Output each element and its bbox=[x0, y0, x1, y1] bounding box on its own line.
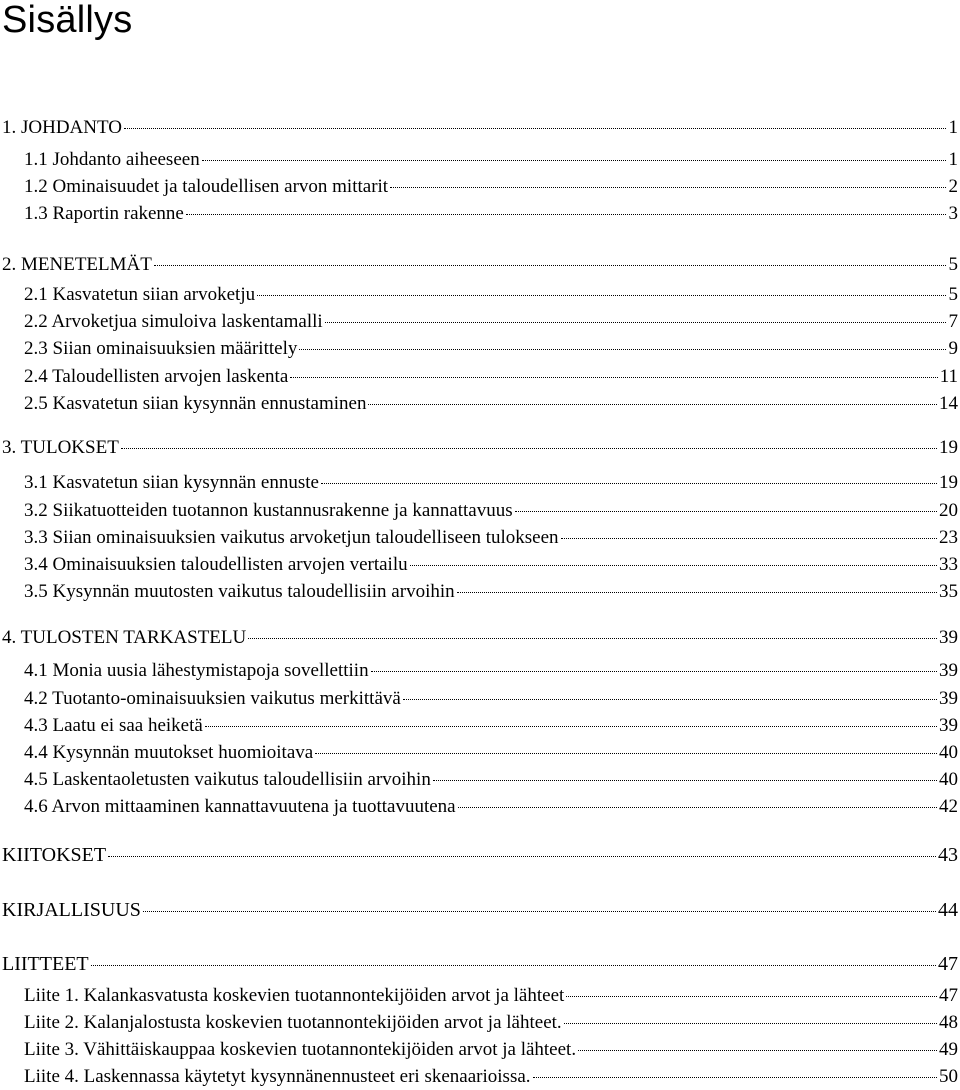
toc-entry-page: 14 bbox=[939, 393, 958, 414]
dot-leader bbox=[248, 637, 937, 639]
toc-entry-page: 49 bbox=[939, 1039, 958, 1060]
dot-leader bbox=[290, 376, 937, 378]
toc-entry[interactable] bbox=[2, 115, 958, 141]
toc-entry-title[interactable]: 2.2 Arvoketjua simuloiva laskentamalli bbox=[24, 311, 323, 332]
toc-entry-page: 44 bbox=[938, 899, 958, 921]
dot-leader bbox=[108, 855, 936, 857]
toc-entry[interactable] bbox=[24, 713, 958, 739]
toc-entry-title[interactable]: 2.5 Kasvatetun siian kysynnän ennustaminen bbox=[24, 393, 367, 414]
toc-entry[interactable] bbox=[24, 794, 958, 820]
toc-entry[interactable] bbox=[24, 1064, 958, 1090]
dot-leader bbox=[533, 1076, 937, 1078]
toc-entry[interactable] bbox=[24, 336, 958, 362]
dot-leader bbox=[186, 213, 946, 215]
dot-leader bbox=[515, 510, 937, 512]
toc-entry-title[interactable]: 3. TULOKSET bbox=[2, 437, 119, 458]
toc-entry-title[interactable]: KIRJALLISUUS bbox=[2, 899, 141, 921]
toc-entry[interactable] bbox=[24, 552, 958, 578]
toc-entry[interactable] bbox=[2, 252, 958, 278]
dot-leader bbox=[315, 752, 937, 754]
toc-entry-page: 19 bbox=[939, 437, 958, 458]
dot-leader bbox=[433, 779, 937, 781]
dot-leader bbox=[205, 725, 937, 727]
toc-entry-title[interactable]: 1.2 Ominaisuudet ja taloudellisen arvon mittarit bbox=[24, 176, 389, 197]
toc-entry-page: 39 bbox=[939, 627, 958, 648]
toc-entry[interactable] bbox=[24, 767, 958, 793]
toc-entry-page: 7 bbox=[948, 311, 958, 332]
toc-entry[interactable] bbox=[2, 842, 958, 868]
dot-leader bbox=[566, 995, 937, 997]
toc-entry[interactable] bbox=[24, 658, 958, 684]
toc-entry[interactable] bbox=[24, 174, 958, 200]
toc-entry-page: 47 bbox=[939, 985, 958, 1006]
toc-entry-page: 3 bbox=[948, 203, 958, 224]
toc-entry[interactable] bbox=[24, 686, 958, 712]
toc-entry-title[interactable]: 1.3 Raportin rakenne bbox=[24, 203, 184, 224]
toc-entry-title[interactable]: Liite 4. Laskennassa käytetyt kysynnänennusteet eri skenaarioissa. bbox=[24, 1066, 531, 1087]
toc-entry-title[interactable]: 1.1 Johdanto aiheeseen bbox=[24, 149, 200, 170]
toc-entry[interactable] bbox=[2, 435, 958, 461]
toc-entry-page: 11 bbox=[939, 366, 958, 387]
toc-entry-title[interactable]: 3.4 Ominaisuuksien taloudellisten arvojen vertailu bbox=[24, 554, 408, 575]
toc-entry-title[interactable]: 2.1 Kasvatetun siian arvoketju bbox=[24, 284, 256, 305]
dot-leader bbox=[299, 348, 946, 350]
dot-leader bbox=[457, 591, 937, 593]
toc-entry-page: 48 bbox=[939, 1012, 958, 1033]
toc-entry-page: 2 bbox=[948, 176, 958, 197]
toc-entry-page: 1 bbox=[948, 117, 958, 138]
toc-entry[interactable] bbox=[24, 364, 958, 390]
toc-entry-page: 39 bbox=[939, 660, 958, 681]
toc-entry[interactable] bbox=[24, 498, 958, 524]
toc-entry-title[interactable]: 3.3 Siian ominaisuuksien vaikutus arvoketjun taloudelliseen tulokseen bbox=[24, 527, 559, 548]
toc-entry-page: 33 bbox=[939, 554, 958, 575]
toc-entry-page: 5 bbox=[948, 254, 958, 275]
toc-entry-page: 35 bbox=[939, 581, 958, 602]
toc-entry-title[interactable]: 3.5 Kysynnän muutosten vaikutus taloudellisiin arvoihin bbox=[24, 581, 455, 602]
toc-entry-title[interactable]: 4.2 Tuotanto-ominaisuuksien vaikutus merkittävä bbox=[24, 688, 401, 709]
dot-leader bbox=[257, 294, 946, 296]
toc-entry-title[interactable]: 4.1 Monia uusia lähestymistapoja sovellettiin bbox=[24, 660, 369, 681]
toc-entry-title[interactable]: 3.2 Siikatuotteiden tuotannon kustannusrakenne ja kannattavuus bbox=[24, 500, 513, 521]
dot-leader bbox=[368, 403, 937, 405]
toc-entry-title[interactable]: 4. TULOSTEN TARKASTELU bbox=[2, 627, 247, 648]
dot-leader bbox=[403, 698, 937, 700]
dot-leader bbox=[121, 447, 937, 449]
dot-leader bbox=[458, 806, 937, 808]
toc-entry-title[interactable]: KIITOKSET bbox=[2, 844, 107, 866]
toc-entry-page: 47 bbox=[938, 953, 958, 975]
dot-leader bbox=[325, 321, 946, 323]
toc-entry-title[interactable]: 2. MENETELMÄT bbox=[2, 254, 152, 275]
dot-leader bbox=[371, 670, 937, 672]
toc-entry-page: 5 bbox=[948, 284, 958, 305]
dot-leader bbox=[202, 159, 946, 161]
toc-entry[interactable] bbox=[24, 579, 958, 605]
toc-entry-title[interactable]: Liite 2. Kalanjalostusta koskevien tuotannontekijöiden arvot ja lähteet. bbox=[24, 1012, 562, 1033]
page-title: Sisällys bbox=[2, 0, 133, 41]
toc-entry-page: 9 bbox=[948, 338, 958, 359]
toc-entry-page: 50 bbox=[939, 1066, 958, 1087]
dot-leader bbox=[578, 1049, 937, 1051]
toc-entry[interactable] bbox=[24, 1010, 958, 1036]
toc-entry-title[interactable]: 4.4 Kysynnän muutokset huomioitava bbox=[24, 742, 314, 763]
dot-leader bbox=[124, 127, 946, 129]
toc-entry[interactable] bbox=[24, 309, 958, 335]
dot-leader bbox=[390, 186, 946, 188]
toc-entry-page: 40 bbox=[939, 769, 958, 790]
toc-entry[interactable] bbox=[24, 470, 958, 496]
toc-entry-page: 39 bbox=[939, 688, 958, 709]
toc-entry-page: 20 bbox=[939, 500, 958, 521]
dot-leader bbox=[154, 264, 946, 266]
toc-entry-title[interactable]: 3.1 Kasvatetun siian kysynnän ennuste bbox=[24, 472, 319, 493]
toc-entry-title[interactable]: 4.5 Laskentaoletusten vaikutus taloudellisiin arvoihin bbox=[24, 769, 431, 790]
toc-entry[interactable] bbox=[24, 147, 958, 173]
toc-entry[interactable] bbox=[24, 282, 958, 308]
toc-entry-page: 19 bbox=[939, 472, 958, 493]
dot-leader bbox=[564, 1022, 937, 1024]
toc-entry-page: 1 bbox=[948, 149, 958, 170]
toc-entry-title[interactable]: Liite 3. Vähittäiskauppaa koskevien tuotannontekijöiden arvot ja lähteet. bbox=[24, 1039, 577, 1060]
dot-leader bbox=[321, 482, 937, 484]
toc-entry-title[interactable]: 4.6 Arvon mittaaminen kannattavuutena ja tuottavuutena bbox=[24, 796, 456, 817]
toc-entry-page: 39 bbox=[939, 715, 958, 736]
toc-entry-title[interactable]: 2.4 Taloudellisten arvojen laskenta bbox=[24, 366, 289, 387]
toc-entry[interactable] bbox=[24, 201, 958, 227]
toc-entry-title[interactable]: Liite 1. Kalankasvatusta koskevien tuotannontekijöiden arvot ja lähteet bbox=[24, 985, 565, 1006]
toc-entry[interactable] bbox=[24, 740, 958, 766]
toc-entry[interactable] bbox=[24, 1037, 958, 1063]
dot-leader bbox=[91, 964, 936, 966]
toc-entry-page: 43 bbox=[938, 844, 958, 866]
toc-entry-title[interactable]: 2.3 Siian ominaisuuksien määrittely bbox=[24, 338, 298, 359]
toc-entry[interactable] bbox=[2, 897, 958, 923]
toc-entry-page: 42 bbox=[939, 796, 958, 817]
toc-entry[interactable] bbox=[2, 951, 958, 977]
toc-entry[interactable] bbox=[24, 391, 958, 417]
toc-entry-page: 40 bbox=[939, 742, 958, 763]
toc-entry[interactable] bbox=[2, 625, 958, 651]
dot-leader bbox=[561, 537, 937, 539]
toc-entry[interactable] bbox=[24, 983, 958, 1009]
toc-entry[interactable] bbox=[24, 525, 958, 551]
dot-leader bbox=[410, 564, 937, 566]
toc-entry-page: 23 bbox=[939, 527, 958, 548]
toc-entry-title[interactable]: 4.3 Laatu ei saa heiketä bbox=[24, 715, 203, 736]
toc-entry-title[interactable]: LIITTEET bbox=[2, 953, 89, 975]
toc-entry-title[interactable]: 1. JOHDANTO bbox=[2, 117, 122, 138]
dot-leader bbox=[143, 910, 936, 912]
